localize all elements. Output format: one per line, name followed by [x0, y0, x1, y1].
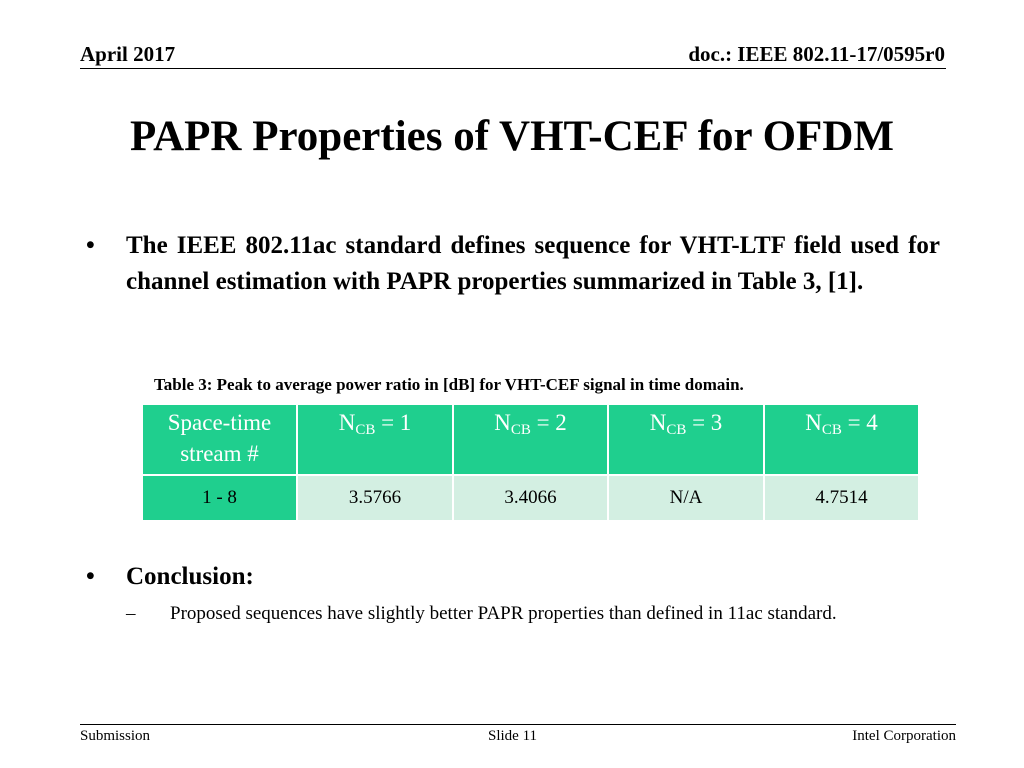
- ncb-symbol: N: [805, 410, 822, 435]
- table-row: [142, 475, 919, 521]
- ncb-value: = 2: [530, 410, 567, 435]
- bullet-intro: [80, 228, 940, 300]
- bullet-conclusion: [80, 560, 940, 594]
- sub-bullet-text: Proposed sequences have slightly better PAPR properties than defined in 11ac standard.: [170, 603, 837, 624]
- ncb-subscript: CB: [510, 422, 531, 438]
- footer-submission: Submission: [80, 728, 151, 744]
- table-caption: Table 3: Peak to average power ratio in [dB] for VHT-CEF signal in time domain.: [154, 375, 744, 394]
- table-header-ncb-4: [764, 404, 919, 475]
- ncb-symbol: N: [494, 410, 511, 435]
- table-header-ncb-1: [297, 404, 453, 475]
- ncb-subscript: CB: [821, 422, 842, 438]
- table-cell-ncb-4: 4.7514: [764, 475, 919, 521]
- table-row-label: 1 - 8: [142, 475, 297, 521]
- header-date: April 2017: [80, 42, 176, 66]
- bullet-marker: •: [86, 232, 95, 259]
- bullet-marker: •: [86, 563, 95, 590]
- table-header-stream: Space-time stream #: [142, 404, 297, 475]
- ncb-value: = 4: [841, 410, 878, 435]
- table-cell-ncb-3: N/A: [608, 475, 764, 521]
- ncb-symbol: N: [649, 410, 667, 435]
- bullet-conclusion-text: Conclusion:: [126, 563, 254, 590]
- sub-bullet-marker: –: [126, 603, 136, 624]
- sub-bullet-conclusion: [126, 600, 938, 628]
- table-header-ncb-3: [608, 404, 764, 475]
- footer-slide-number: Slide 11: [488, 728, 538, 744]
- footer-divider: [80, 724, 956, 725]
- header-divider: [80, 68, 946, 69]
- table-header-ncb-2: [453, 404, 608, 475]
- table-header-row: [142, 404, 919, 475]
- bullet-intro-text: The IEEE 802.11ac standard defines sequence for VHT-LTF field used for channel estimation with PAPR properties summarized in Table 3, [1].: [126, 232, 940, 295]
- footer-organization: Intel Corporation: [852, 728, 956, 744]
- papr-table: [141, 403, 920, 522]
- ncb-subscript: CB: [355, 422, 376, 438]
- ncb-value: = 3: [686, 410, 723, 435]
- header-doc-id: doc.: IEEE 802.11-17/0595r0: [688, 42, 945, 66]
- ncb-value: = 1: [375, 410, 412, 435]
- table-cell-ncb-1: 3.5766: [297, 475, 453, 521]
- slide-title: PAPR Properties of VHT-CEF for OFDM: [130, 113, 894, 160]
- table-cell-ncb-2: 3.4066: [453, 475, 608, 521]
- ncb-symbol: N: [338, 410, 356, 435]
- ncb-subscript: CB: [666, 422, 687, 438]
